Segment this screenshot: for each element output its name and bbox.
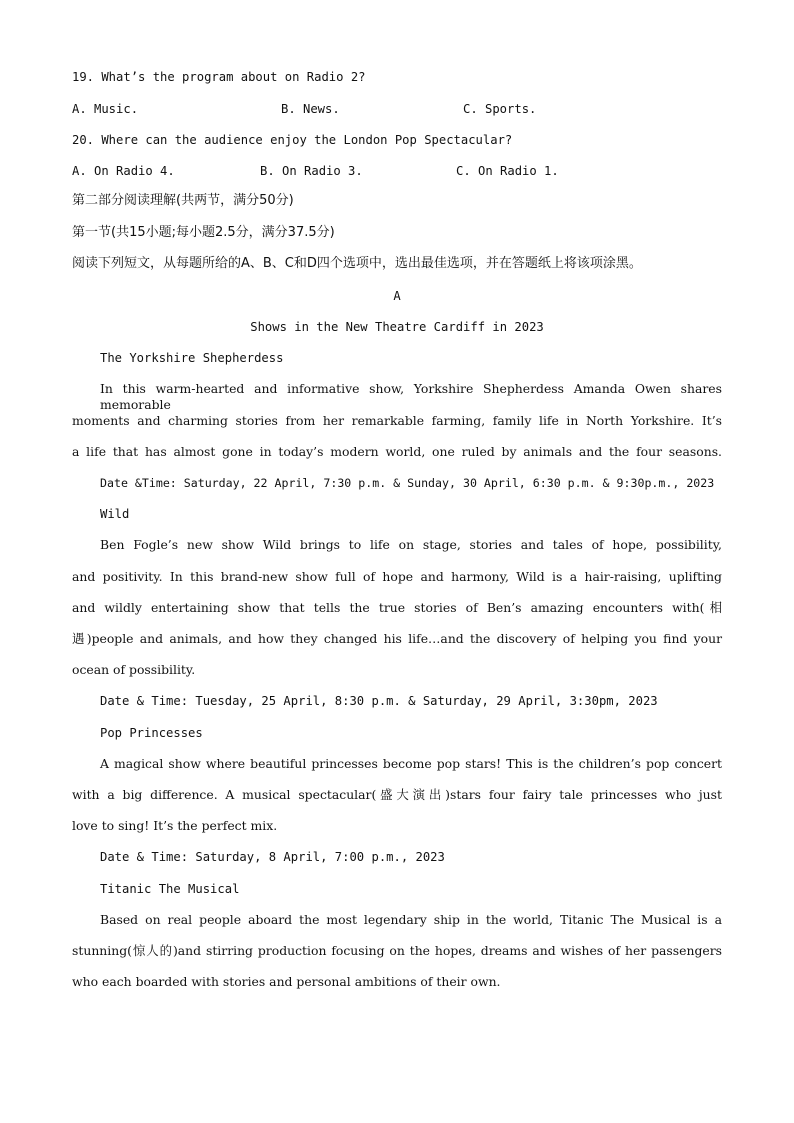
show-3-line-1: A magical show where beautiful princesses become pop stars! This is the children’s pop concert	[100, 756, 722, 771]
question-19-stem: 19. What’s the program about on Radio 2?	[72, 70, 366, 84]
show-2-line-4: 遇)people and animals, and how they changed his life…and the discovery of helping you find your	[72, 631, 722, 646]
show-3-line-2: with a big difference. A musical spectacular(盛大演出)stars four fairy tale princesses who just	[72, 787, 722, 802]
show-1-datetime: Date &Time: Saturday, 22 April, 7:30 p.m. & Sunday, 30 April, 6:30 p.m. & 9:30p.m., 2023	[100, 476, 715, 490]
question-20-option-a: A. On Radio 4.	[72, 164, 175, 178]
question-20-option-c: C. On Radio 1.	[456, 164, 559, 178]
passage-title: Shows in the New Theatre Cardiff in 2023	[250, 320, 544, 334]
show-2-line-2: and positivity. In this brand-new show full of hope and harmony, Wild is a hair-raising, uplifting	[72, 569, 722, 584]
subsection-heading: 第一节(共15小题;每小题2.5分，满分37.5分)	[72, 225, 335, 240]
show-1-line-3: a life that has almost gone in today’s modern world, one ruled by animals and the four seasons.	[72, 444, 722, 459]
question-20-option-b: B. On Radio 3.	[260, 164, 363, 178]
show-4-name: Titanic The Musical	[100, 882, 240, 896]
show-4-line-2: stunning(惊人的)and stirring production focusing on the hopes, dreams and wishes of her passengers	[72, 943, 722, 958]
question-19-option-a: A. Music.	[72, 102, 139, 116]
show-4-line-3: who each boarded with stories and personal ambitions of their own.	[72, 974, 501, 989]
instructions: 阅读下列短文，从每题所给的A、B、C和D四个选项中，选出最佳选项，并在答题纸上将该项涂黑。	[72, 256, 642, 271]
passage-label: A	[393, 289, 401, 303]
question-20-stem: 20. Where can the audience enjoy the London Pop Spectacular?	[72, 133, 513, 147]
show-1-line-1: In this warm-hearted and informative show, Yorkshire Shepherdess Amanda Owen shares memorable	[100, 381, 722, 412]
question-19-options	[72, 101, 722, 117]
show-1-line-2: moments and charming stories from her remarkable farming, family life in North Yorkshire. It’s	[72, 413, 722, 428]
show-2-line-5: ocean of possibility.	[72, 662, 196, 677]
show-1-name: The Yorkshire Shepherdess	[100, 351, 284, 365]
show-4-line-1: Based on real people aboard the most legendary ship in the world, Titanic The Musical is a	[100, 912, 722, 927]
part-heading: 第二部分阅读理解(共两节，满分50分)	[72, 193, 294, 208]
show-2-line-1: Ben Fogle’s new show Wild brings to life on stage, stories and tales of hope, possibility,	[100, 537, 722, 552]
question-19-option-c: C. Sports.	[463, 102, 537, 116]
question-19-option-b: B. News.	[281, 102, 340, 116]
show-3-line-3: love to sing! It’s the perfect mix.	[72, 818, 278, 833]
show-3-datetime: Date & Time: Saturday, 8 April, 7:00 p.m., 2023	[100, 850, 445, 864]
show-2-line-3: and wildly entertaining show that tells the true stories of Ben’s amazing encounters with(相	[72, 600, 722, 615]
show-2-datetime: Date & Time: Tuesday, 25 April, 8:30 p.m. & Saturday, 29 April, 3:30pm, 2023	[100, 694, 658, 708]
question-20-options	[72, 163, 722, 179]
show-2-name: Wild	[100, 507, 130, 521]
show-3-name: Pop Princesses	[100, 726, 203, 740]
